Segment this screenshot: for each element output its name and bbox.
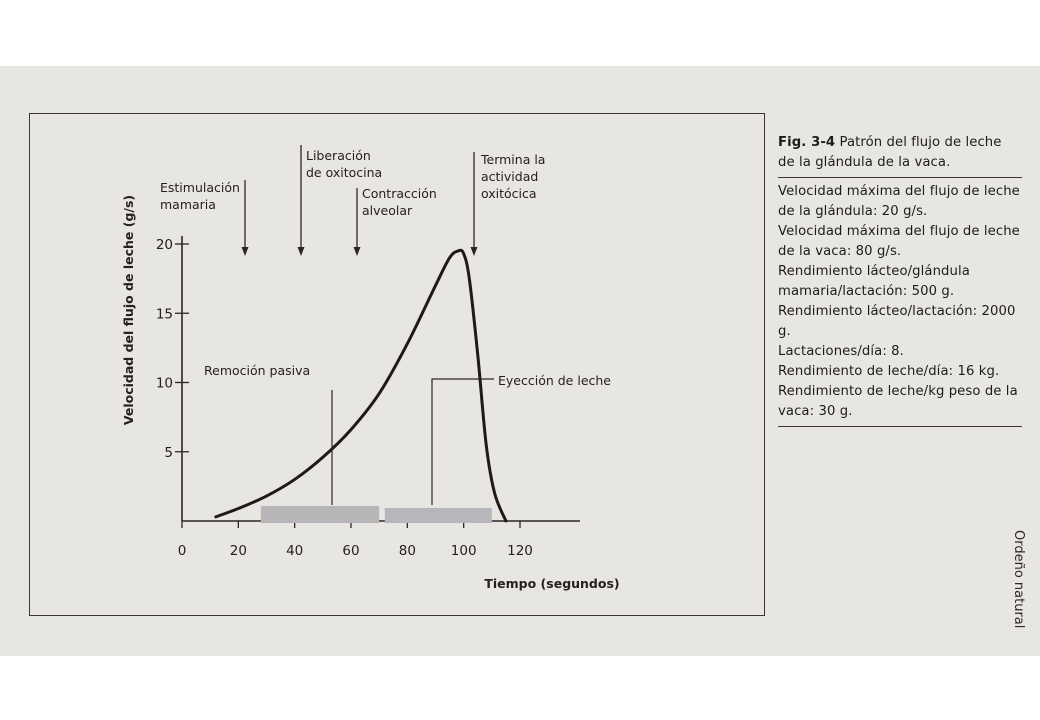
chart-series <box>216 250 506 521</box>
x-axis-label: Tiempo (segundos) <box>484 576 620 591</box>
caption-title <box>778 133 1022 178</box>
passive-removal-bar <box>261 506 379 523</box>
milk-ejection-label: Eyección de leche <box>498 373 611 388</box>
figure-title-text: Patrón del flujo de leche de la glándula de la vaca. <box>778 135 1002 170</box>
annotation-label <box>480 152 545 201</box>
x-tick-label: 100 <box>450 543 477 559</box>
x-tick-label: 40 <box>286 543 304 559</box>
phase-bars <box>261 506 492 523</box>
figure-number: Fig. 3-4 <box>778 135 836 150</box>
annotation-label <box>160 180 240 212</box>
caption-line: Velocidad máxima del flujo de leche de la vaca: 80 g/s. <box>778 224 1020 259</box>
caption-line: Rendimiento de leche/día: 16 kg. <box>778 364 1000 379</box>
y-tick-label: 5 <box>164 444 173 461</box>
x-tick-label: 80 <box>398 543 416 559</box>
annotation-line: Liberación <box>306 148 371 163</box>
figure-caption <box>778 133 1022 427</box>
milk-ejection-bar <box>385 508 492 523</box>
y-tick-label: 20 <box>155 237 173 253</box>
x-tick-label: 0 <box>177 543 187 559</box>
caption-line: Rendimiento lácteo/glándula mamaria/lactación: 500 g. <box>778 264 970 299</box>
annotation-arrowhead <box>298 247 305 256</box>
caption-line: Lactaciones/día: 8. <box>778 344 904 359</box>
y-axis-label: Velocidad del flujo de leche (g/s) <box>121 194 136 426</box>
caption-body <box>778 178 1022 427</box>
annotation-line: actividad <box>481 169 539 184</box>
annotation-line: Contracción <box>362 186 437 201</box>
running-title: Ordeño natural <box>1011 530 1026 629</box>
y-tick-label: 10 <box>155 375 173 392</box>
milk-flow-curve <box>216 250 506 521</box>
y-tick-label: 15 <box>155 306 173 323</box>
annotation-line: Estimulación <box>160 180 240 195</box>
annotation-arrowhead <box>471 247 478 256</box>
passive-removal-label: Remoción pasiva <box>204 363 311 378</box>
x-tick-label: 120 <box>507 543 533 559</box>
annotation-line: alveolar <box>362 203 413 218</box>
x-tick-label: 60 <box>342 543 360 559</box>
annotation-arrowhead <box>242 247 249 256</box>
caption-line: Rendimiento de leche/kg peso de la vaca: 30 g. <box>778 384 1018 419</box>
annotation-line: de oxitocina <box>306 165 383 180</box>
annotation-line: Termina la <box>481 152 546 167</box>
annotation-line: oxitócica <box>481 186 537 201</box>
caption-line: Rendimiento lácteo/lactación: 2000 g. <box>778 304 1016 339</box>
annotation-arrowhead <box>354 247 361 256</box>
annotation-label <box>362 186 437 218</box>
caption-line: Velocidad máxima del flujo de leche de la glándula: 20 g/s. <box>778 184 1020 219</box>
annotation-label <box>306 148 382 180</box>
annotation-line: mamaria <box>160 197 216 212</box>
x-tick-label: 20 <box>229 543 247 559</box>
